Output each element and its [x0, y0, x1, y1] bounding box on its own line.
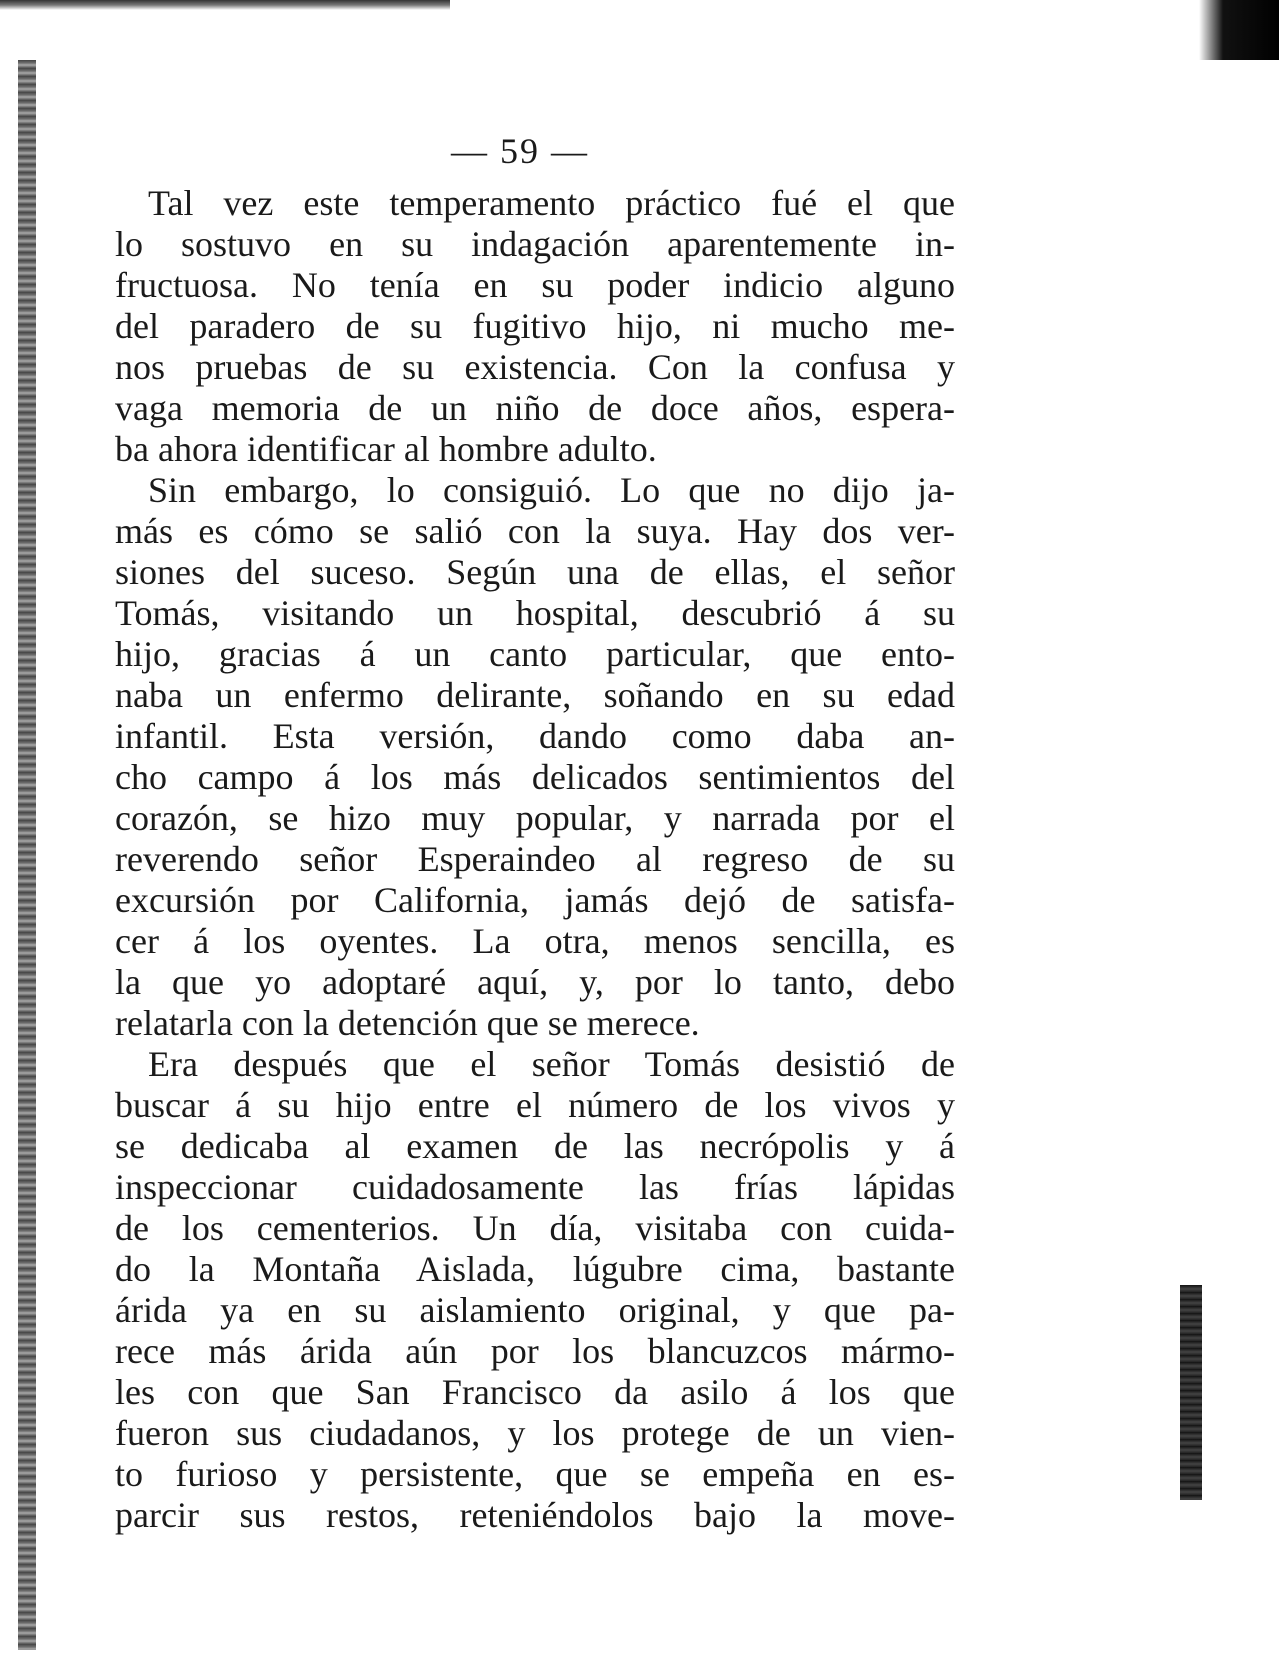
text-line: fructuosa. No tenía en su poder indicio alguno — [115, 265, 955, 305]
scan-edge-right-bottom — [1180, 1285, 1202, 1500]
text-line: lo sostuvo en su indagación aparentemente in- — [115, 224, 955, 264]
text-line: la que yo adoptaré aquí, y, por lo tanto, debo — [115, 962, 955, 1002]
text-line: de los cementerios. Un día, visitaba con cuida- — [115, 1208, 955, 1248]
page-number: — 59 — — [451, 131, 589, 171]
text-line: naba un enfermo delirante, soñando en su edad — [115, 675, 955, 715]
text-line: fueron sus ciudadanos, y los protege de un vien- — [115, 1413, 955, 1453]
text-line: parcir sus restos, reteniéndolos bajo la move- — [115, 1495, 955, 1535]
scan-edge-top — [0, 0, 450, 10]
text-line: to furioso y persistente, que se empeña en es- — [115, 1454, 955, 1494]
text-line: les con que San Francisco da asilo á los que — [115, 1372, 955, 1412]
text-line: nos pruebas de su existencia. Con la confusa y — [115, 347, 955, 387]
text-line: árida ya en su aislamiento original, y que pa- — [115, 1290, 955, 1330]
text-line: Era después que el señor Tomás desistió de — [148, 1044, 955, 1084]
text-line: rece más árida aún por los blancuzcos mármo- — [115, 1331, 955, 1371]
text-line: Tomás, visitando un hospital, descubrió á su — [115, 593, 955, 633]
text-line: Sin embargo, lo consiguió. Lo que no dijo ja- — [148, 470, 955, 510]
scan-edge-right-top — [1199, 0, 1279, 60]
text-line: corazón, se hizo muy popular, y narrada por el — [115, 798, 955, 838]
text-line: cho campo á los más delicados sentimientos del — [115, 757, 955, 797]
text-line: siones del suceso. Según una de ellas, el señor — [115, 552, 955, 592]
paragraph — [115, 1044, 955, 1536]
body-text — [115, 183, 955, 1536]
paragraph — [115, 470, 955, 1044]
text-line: vaga memoria de un niño de doce años, espera- — [115, 388, 955, 428]
scan-edge-left — [18, 60, 36, 1650]
text-line: se dedicaba al examen de las necrópolis y á — [115, 1126, 955, 1166]
text-line: del paradero de su fugitivo hijo, ni mucho me- — [115, 306, 955, 346]
text-line: inspeccionar cuidadosamente las frías lápidas — [115, 1167, 955, 1207]
text-line: reverendo señor Esperaindeo al regreso de su — [115, 839, 955, 879]
text-line: Tal vez este temperamento práctico fué el que — [148, 183, 955, 223]
paragraph — [115, 183, 955, 470]
text-line: relatarla con la detención que se merece. — [115, 1003, 700, 1043]
text-line: hijo, gracias á un canto particular, que ento- — [115, 634, 955, 674]
text-line: buscar á su hijo entre el número de los vivos y — [115, 1085, 955, 1125]
text-line: infantil. Esta versión, dando como daba an- — [115, 716, 955, 756]
text-line: más es cómo se salió con la suya. Hay dos ver- — [115, 511, 955, 551]
text-line: ba ahora identificar al hombre adulto. — [115, 429, 657, 469]
text-line: excursión por California, jamás dejó de satisfa- — [115, 880, 955, 920]
text-line: do la Montaña Aislada, lúgubre cima, bastante — [115, 1249, 955, 1289]
text-line: cer á los oyentes. La otra, menos sencilla, es — [115, 921, 955, 961]
